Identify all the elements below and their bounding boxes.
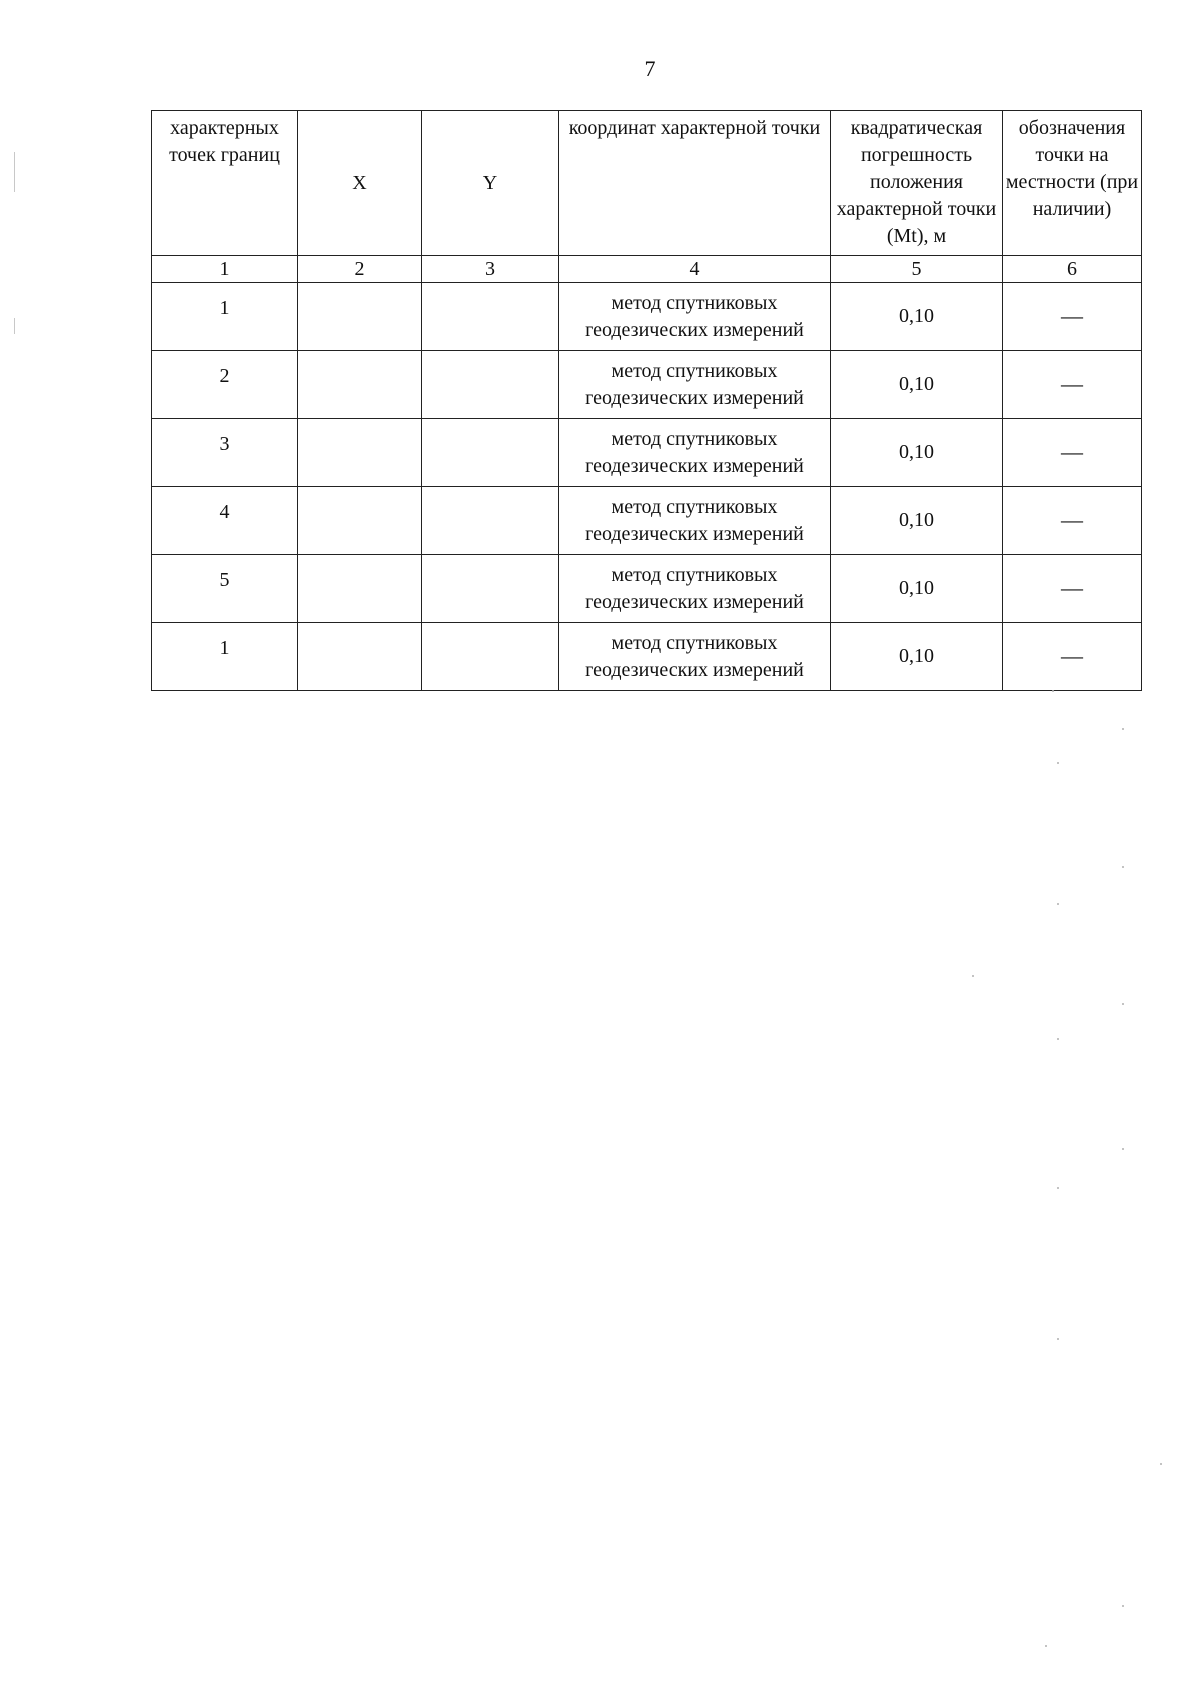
cell-x	[298, 419, 422, 487]
table-row	[152, 623, 1142, 691]
scan-speck	[1045, 1645, 1047, 1647]
scan-mark	[14, 318, 15, 334]
header-marking: обозначения точки на местности (при наличии)	[1003, 111, 1142, 256]
cell-y	[422, 283, 559, 351]
cell-x	[298, 623, 422, 691]
table-row	[152, 487, 1142, 555]
coordinates-table	[151, 110, 1142, 691]
header-y: Y	[422, 111, 559, 256]
cell-y	[422, 351, 559, 419]
cell-marking	[1003, 419, 1142, 487]
cell-y	[422, 487, 559, 555]
header-method: координат характерной точки	[559, 111, 831, 256]
cell-method: метод спутниковых геодезических измерений	[559, 487, 831, 555]
column-number: 1	[152, 256, 298, 283]
header-point-number: характерных точек границ	[152, 111, 298, 256]
header-x: X	[298, 111, 422, 256]
dash-mark: —	[1061, 303, 1083, 328]
scan-speck	[1057, 1038, 1059, 1040]
cell-marking	[1003, 623, 1142, 691]
page-number: 7	[644, 56, 656, 81]
column-number: 6	[1003, 256, 1142, 283]
scan-speck	[1122, 728, 1124, 730]
cell-x	[298, 283, 422, 351]
dash-mark: —	[1061, 575, 1083, 600]
scan-speck	[1057, 762, 1059, 764]
scan-speck	[1057, 903, 1059, 905]
table-row	[152, 283, 1142, 351]
column-number: 5	[831, 256, 1003, 283]
scan-speck	[1057, 1187, 1059, 1189]
cell-method: метод спутниковых геодезических измерений	[559, 351, 831, 419]
scan-speck	[1122, 866, 1124, 868]
dash-mark: —	[1061, 643, 1083, 668]
scan-speck	[1122, 1605, 1124, 1607]
dash-mark: —	[1061, 507, 1083, 532]
cell-marking	[1003, 283, 1142, 351]
scan-speck	[972, 975, 974, 977]
cell-marking	[1003, 487, 1142, 555]
cell-y	[422, 555, 559, 623]
cell-y	[422, 419, 559, 487]
table-row	[152, 351, 1142, 419]
cell-point: 1	[152, 623, 298, 691]
column-number: 3	[422, 256, 559, 283]
cell-error: 0,10	[831, 283, 1003, 351]
cell-error: 0,10	[831, 623, 1003, 691]
dash-mark: —	[1061, 439, 1083, 464]
scan-mark	[14, 152, 15, 192]
scan-speck	[1057, 1338, 1059, 1340]
header-error: квадратическая погрешность положения характерной точки (Mt), м	[831, 111, 1003, 256]
cell-y	[422, 623, 559, 691]
cell-point: 5	[152, 555, 298, 623]
cell-error: 0,10	[831, 487, 1003, 555]
column-number-row	[152, 256, 1142, 283]
scan-speck	[1052, 690, 1054, 692]
cell-point: 1	[152, 283, 298, 351]
cell-marking	[1003, 555, 1142, 623]
cell-error: 0,10	[831, 555, 1003, 623]
cell-method: метод спутниковых геодезических измерений	[559, 623, 831, 691]
table-header-row	[152, 111, 1142, 256]
scan-speck	[1122, 1003, 1124, 1005]
cell-error: 0,10	[831, 419, 1003, 487]
cell-x	[298, 555, 422, 623]
cell-method: метод спутниковых геодезических измерений	[559, 555, 831, 623]
cell-x	[298, 351, 422, 419]
cell-point: 4	[152, 487, 298, 555]
scan-speck	[1160, 1463, 1162, 1465]
cell-marking	[1003, 351, 1142, 419]
cell-point: 2	[152, 351, 298, 419]
scan-speck	[1122, 1148, 1124, 1150]
column-number: 4	[559, 256, 831, 283]
column-number: 2	[298, 256, 422, 283]
dash-mark: —	[1061, 371, 1083, 396]
table-row	[152, 555, 1142, 623]
cell-point: 3	[152, 419, 298, 487]
cell-method: метод спутниковых геодезических измерений	[559, 283, 831, 351]
cell-method: метод спутниковых геодезических измерений	[559, 419, 831, 487]
table-row	[152, 419, 1142, 487]
cell-error: 0,10	[831, 351, 1003, 419]
cell-x	[298, 487, 422, 555]
